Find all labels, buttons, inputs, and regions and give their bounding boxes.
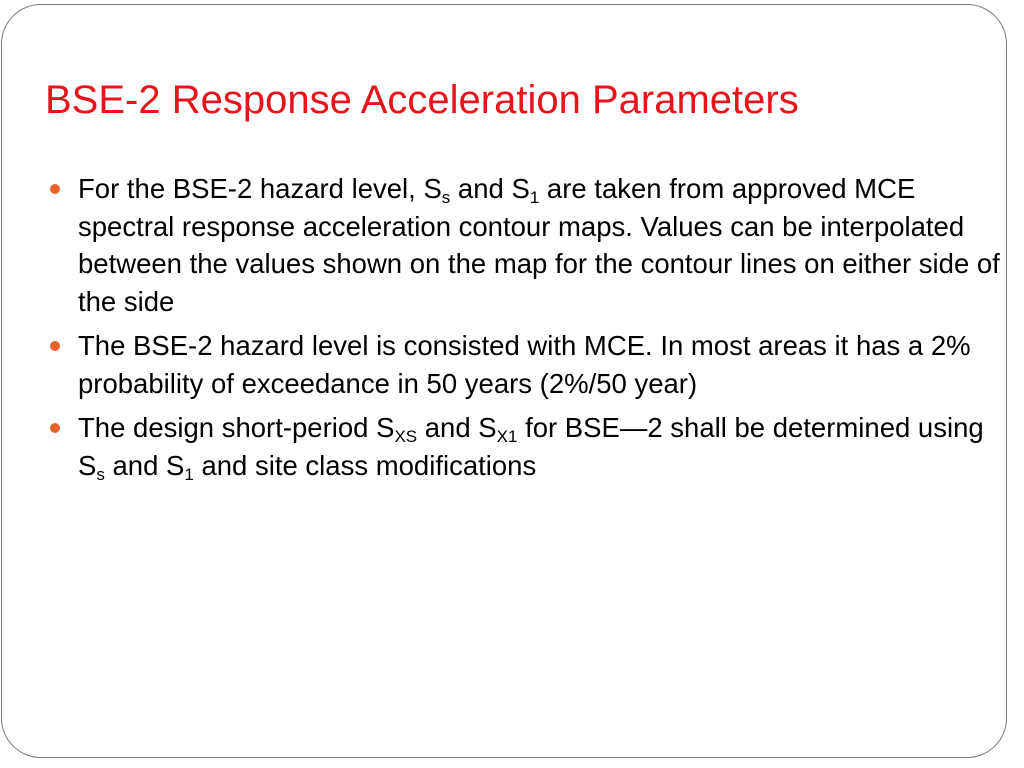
text-run: for BSE—2 shall be determined using S bbox=[78, 412, 984, 481]
bullet-marker-icon bbox=[50, 184, 60, 194]
text-run: and S bbox=[417, 412, 497, 443]
bullet-text bbox=[78, 412, 984, 484]
text-run: For the BSE-2 hazard level, S bbox=[78, 173, 442, 204]
text-run: The design short-period S bbox=[78, 412, 395, 443]
bullet-text bbox=[78, 330, 971, 399]
subscript: s bbox=[96, 464, 105, 484]
subscript: 1 bbox=[184, 464, 194, 484]
subscript: s bbox=[441, 188, 451, 207]
bullet-item bbox=[46, 170, 1016, 320]
subscript: X1 bbox=[496, 427, 518, 446]
text-run: The BSE-2 hazard level is consisted with MCE. In most areas it has a 2% probability of exceedance in 50 years (2%/50 year) bbox=[78, 330, 971, 399]
bullet-marker-icon bbox=[50, 341, 60, 351]
slide-title: BSE-2 Response Acceleration Parameters bbox=[45, 78, 799, 122]
bullet-marker-icon bbox=[50, 423, 60, 433]
text-run: and site class modifications bbox=[193, 449, 537, 481]
subscript: 1 bbox=[529, 188, 540, 207]
text-run: and S bbox=[450, 173, 530, 204]
text-run: and S bbox=[104, 449, 185, 481]
bullet-item bbox=[46, 409, 1016, 484]
text-run: are taken from approved MCE spectral response acceleration contour maps. Values can be interpolated between the values shown on the map for the contour lines on either side of the side bbox=[78, 173, 1000, 317]
subscript: XS bbox=[394, 427, 418, 446]
bullet-text bbox=[78, 173, 1000, 317]
bullet-list bbox=[46, 170, 1016, 491]
bullet-item bbox=[46, 327, 1016, 402]
